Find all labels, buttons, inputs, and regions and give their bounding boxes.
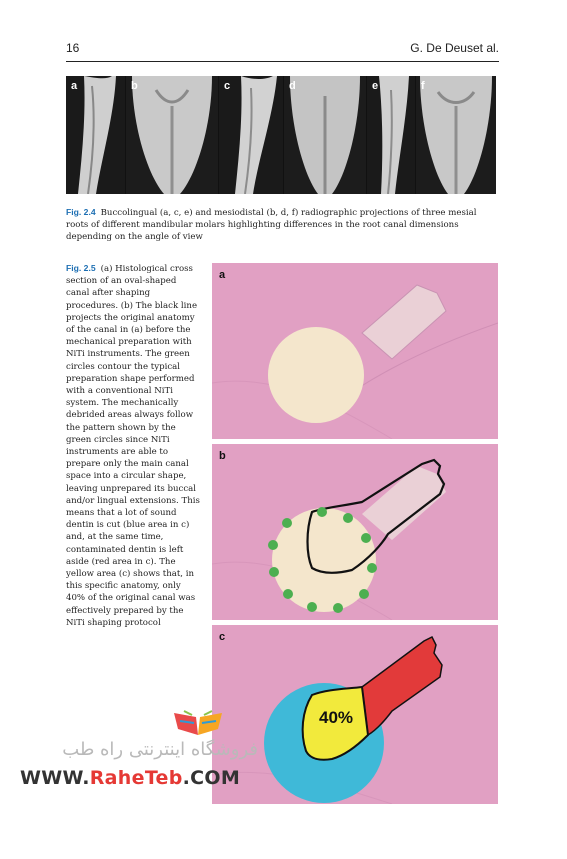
running-header	[66, 41, 499, 61]
xray-label-e: e	[372, 80, 379, 92]
fig25-label-a: a	[219, 269, 226, 281]
fig25-panel-a	[212, 263, 498, 439]
fig25-label-c: c	[219, 631, 226, 643]
site-watermark	[18, 705, 258, 805]
xray-label-a: a	[71, 80, 78, 92]
xray-panel-c	[219, 76, 283, 194]
watermark-url	[20, 767, 240, 789]
fig24-caption-label: Fig. 2.4	[66, 207, 96, 217]
xray-panel-f	[416, 76, 496, 194]
fig25-panel-c	[212, 625, 498, 804]
header-rule	[66, 61, 499, 62]
xray-panel-e	[367, 76, 415, 194]
watermark-url-brand: RaheTeb	[89, 767, 183, 789]
xray-panel-d	[284, 76, 366, 194]
watermark-url-prefix: WWW.	[20, 767, 90, 789]
xray-label-c: c	[224, 80, 231, 92]
watermark-url-suffix: .COM	[182, 767, 241, 789]
fig25-caption-label: Fig. 2.5	[66, 263, 96, 273]
xray-panel-a	[66, 76, 125, 194]
open-book-logo-icon	[170, 707, 226, 737]
xray-label-d: d	[289, 80, 296, 92]
xray-label-f: f	[421, 80, 425, 92]
page-number: 16	[66, 41, 80, 55]
percent-prepared-label: 40%	[318, 708, 354, 727]
xray-panel-b	[126, 76, 218, 194]
fig24-caption	[66, 206, 498, 243]
running-head: G. De Deuset al.	[410, 41, 499, 55]
fig25-panel-b	[212, 444, 498, 620]
fig25-caption-text: (a) Histological cross section of an oval-shaped canal after shaping procedures. (b) The black line projects the original anatomy of the canal in (a) before the mechanical preparation with NiTi instruments. The green circles contour the typical preparation shape performed with a conventional NiTi system. The mechanically debrided areas always follow the pattern shown by the green circles since NiTi instruments are able to prepare only the main canal space into a circular shape, leaving unprepared its buccal and/or lingual extensions. This means that a lot of sound dentin is cut (blue area in c) and, at the same time, contaminated dentin is left aside (red area in c). The yellow area (c) shows that, in this specific anatomy, only 40% of the original canal was effectively prepared by the NiTi shaping protocol	[66, 264, 200, 628]
fig25-caption	[66, 262, 202, 629]
fig24-radiograph-strip	[66, 76, 496, 194]
fig25-label-b: b	[219, 450, 226, 462]
watermark-arabic-text: فروشگاه اینترنتی راه طب	[62, 739, 258, 760]
fig24-caption-text: Buccolingual (a, c, e) and mesiodistal (b, d, f) radiographic projections of three mesial roots of different mandibular molars highlighting differences in the root canal dimensions depending on the angle of view	[66, 208, 477, 242]
xray-label-b: b	[131, 80, 138, 92]
